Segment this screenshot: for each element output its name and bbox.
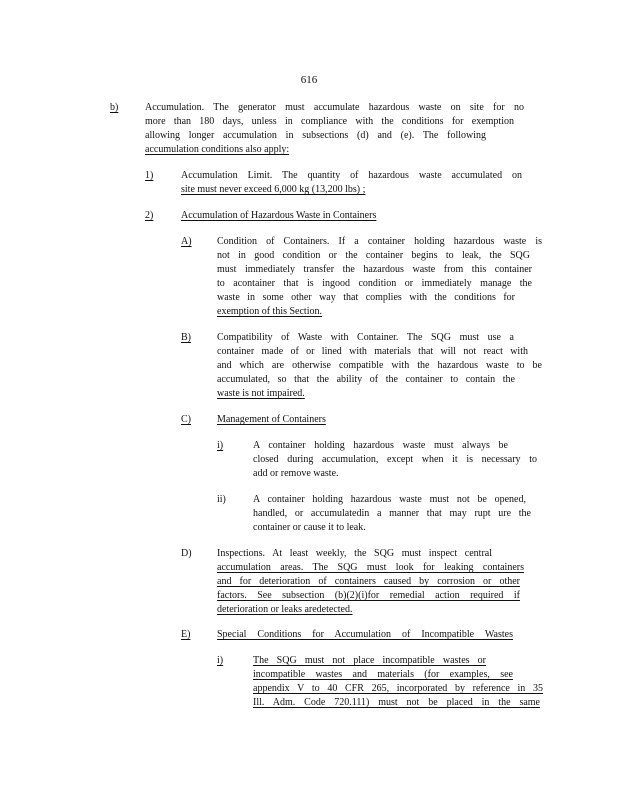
text-line: and for deterioration of containers caused by corrosion or other [217, 576, 520, 587]
text-line: must immediately transfer the hazardous waste from this container [217, 264, 532, 275]
text-line: Compatibility of Waste with Container. The SQG must use a [217, 332, 514, 343]
text-line: allowing longer accumulation in subsections (d) and (e). The following [145, 130, 486, 141]
text-line: exemption of this Section. [217, 306, 322, 317]
text-line: factors. See subsection (b)(2)(i)for remedial action required if [217, 590, 520, 601]
text-line: A container holding hazardous waste must always be [253, 440, 508, 451]
item-label: 2) [145, 210, 154, 221]
text-line: add or remove waste. [253, 468, 339, 479]
text-line: Inspections. At least weekly, the SQG must inspect central [217, 548, 492, 559]
item-label: E) [181, 629, 191, 640]
item-label: A) [181, 236, 192, 247]
item-label: ii) [217, 494, 226, 505]
text-line: handled, or accumulatedin a manner that may rupt ure the [253, 508, 531, 519]
text-line: Condition of Containers. If a container holding hazardous waste is [217, 236, 542, 247]
item-label: 1) [145, 170, 154, 181]
text-line: A container holding hazardous waste must not be opened, [253, 494, 526, 505]
text-line: Management of Containers [217, 414, 326, 425]
text-line: accumulation conditions also apply: [145, 144, 290, 155]
item-label: D) [181, 548, 192, 559]
text-line: waste is not impaired. [217, 388, 305, 399]
item-label: C) [181, 414, 191, 425]
text-line: container or cause it to leak. [253, 522, 366, 533]
text-line: container made of or lined with materials that will not react with [217, 346, 528, 357]
item-label: b) [110, 102, 119, 113]
text-line: deterioration or leaks aredetected. [217, 604, 353, 615]
text-line: more than 180 days, unless in compliance with the conditions for exemption [145, 116, 514, 127]
text-line: Accumulation of Hazardous Waste in Containers [181, 210, 377, 221]
item-label: B) [181, 332, 191, 343]
text-line: Ill. Adm. Code 720.111) must not be placed in the same [253, 697, 540, 708]
text-line: and which are otherwise compatible with the hazardous waste to be [217, 360, 542, 371]
text-line: appendix V to 40 CFR 265, incorporated by reference in 35 [253, 683, 543, 694]
text-line: to acontainer that is ingood condition or immediately manage the [217, 278, 532, 289]
text-line: accumulation areas. The SQG must look for leaking containers [217, 562, 524, 573]
text-line: closed during accumulation, except when it is necessary to [253, 454, 537, 465]
text-line: Accumulation Limit. The quantity of hazardous waste accumulated on [181, 170, 522, 181]
text-line: site must never exceed 6,000 kg (13,200 lbs) ; [181, 184, 366, 195]
text-line: The SQG must not place incompatible wastes or [253, 655, 486, 666]
text-line: Accumulation. The generator must accumulate hazardous waste on site for no [145, 102, 524, 113]
text-line: not in good condition or the container begins to leak, the SQG [217, 250, 530, 261]
text-line: accumulated, so that the ability of the container to contain the [217, 374, 515, 385]
item-label: i) [217, 440, 224, 451]
text-line: incompatible wastes and materials (for examples, see [253, 669, 513, 680]
text-line: Special Conditions for Accumulation of Incompatible Wastes [217, 629, 513, 640]
text-line: waste in some other way that complies with the conditions for [217, 292, 515, 303]
item-label: i) [217, 655, 224, 666]
page-number: 616 [300, 74, 318, 86]
